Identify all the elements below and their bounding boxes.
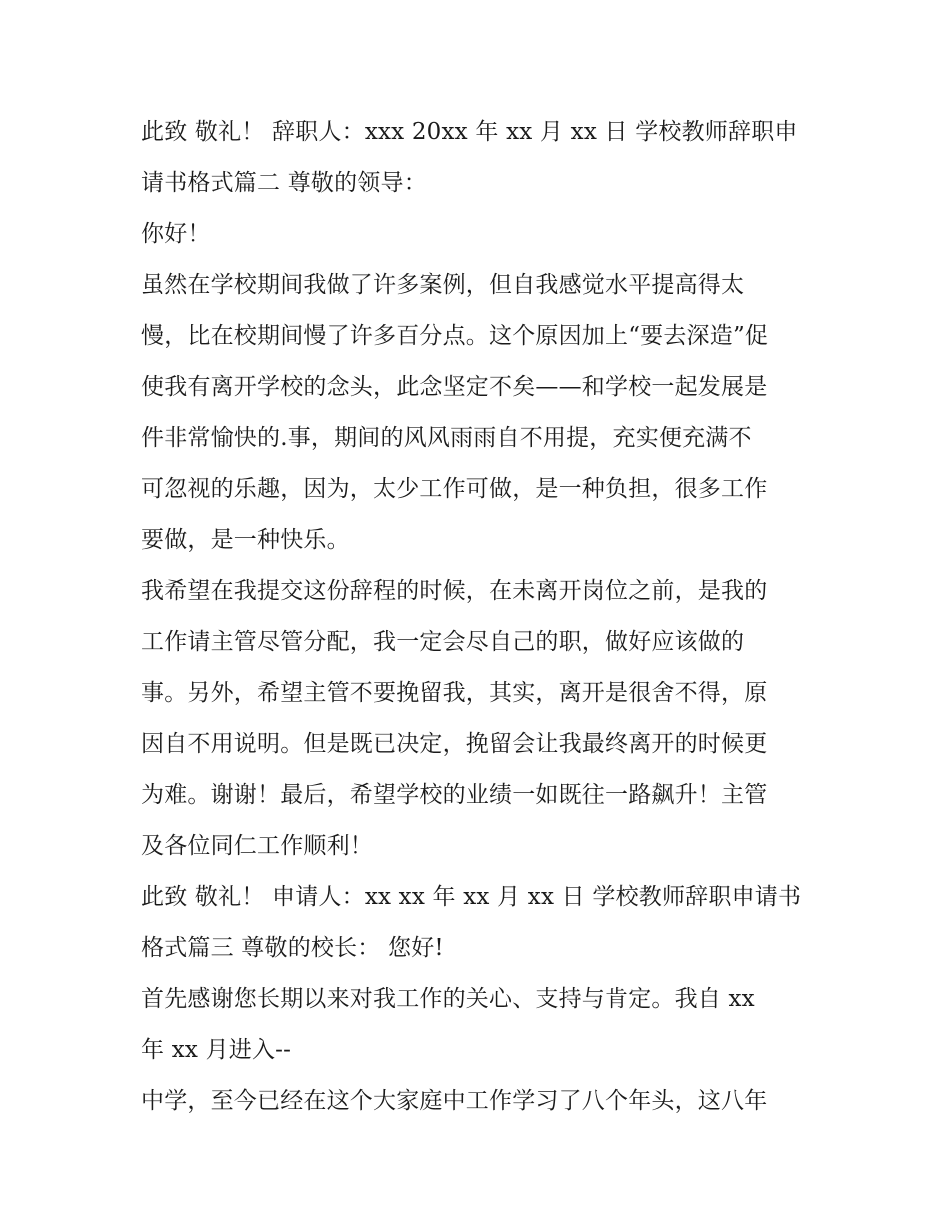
document-body [141,107,821,1127]
text-line: 此致 敬礼！ 辞职人：xxx 20xx 年 xx 月 xx 日 学校教师辞职申 [141,119,798,145]
text-line: 格式篇三 尊敬的校长： 您好! [141,935,444,961]
text-line: 件非常愉快的.事，期间的风风雨雨自不用提，充实便充满不 [141,425,752,451]
text-line: 请书格式篇二 尊敬的领导： [141,170,427,196]
text-line: 中学，至今已经在这个大家庭中工作学习了八个年头，这八年 [141,1088,768,1114]
text-line: 为难。谢谢！最后，希望学校的业绩一如既往一路飙升！主管 [141,782,768,808]
text-line: 年 xx 月进入-- [141,1037,292,1063]
text-line: 首先感谢您长期以来对我工作的关心、支持与肯定。我自 xx [141,986,755,1012]
text-line: 使我有离开学校的念头，此念坚定不矣——和学校一起发展是 [141,374,768,400]
text-line: 慢，比在校期间慢了许多百分点。这个原因加上“要去深造”促 [141,323,769,349]
text-line: 你好！ [141,221,211,247]
text-line: 此致 敬礼！ 申请人：xx xx 年 xx 月 xx 日 学校教师辞职申请书 [141,884,802,910]
text-line: 我希望在我提交这份辞程的时候，在未离开岗位之前，是我的 [141,578,768,604]
text-line: 要做，是一种快乐。 [141,527,350,553]
text-line: 工作请主管尽管分配，我一定会尽自己的职，做好应该做的 [141,629,745,655]
text-line: 可忽视的乐趣，因为，太少工作可做，是一种负担，很多工作 [141,476,768,502]
text-line: 因自不用说明。但是既已决定，挽留会让我最终离开的时候更 [141,731,768,757]
text-line: 虽然在学校期间我做了许多案例，但自我感觉水平提高得太 [141,272,745,298]
text-line: 事。另外，希望主管不要挽留我，其实，离开是很舍不得，原 [141,680,768,706]
text-line: 及各位同仁工作顺利！ [141,833,373,859]
